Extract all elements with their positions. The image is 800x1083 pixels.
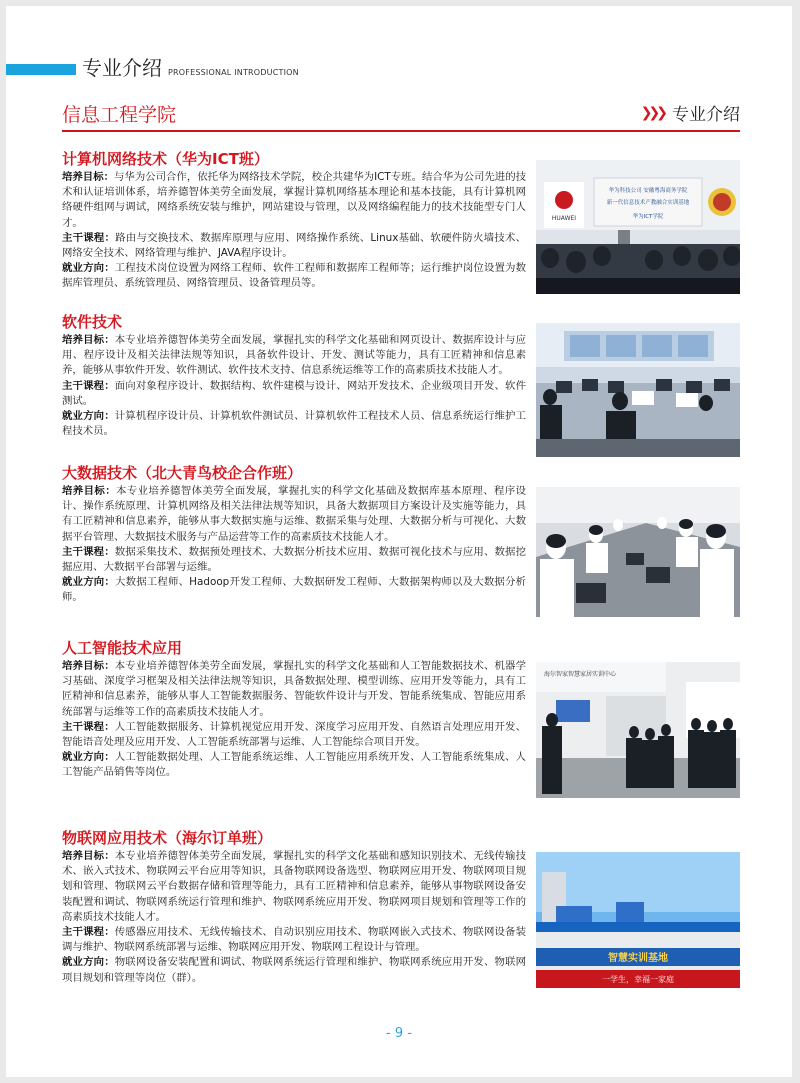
major-body	[62, 484, 526, 606]
top-title-cn: 专业介绍	[82, 56, 162, 80]
training-goal: 培养目标：本专业培养德智体美劳全面发展，掌握扎实的科学文化基础及数据库基本原理、程序设计、操作系统原理、计算机网络及相关法律法规等知识，具备大数据项目方案设计及实施等能力，具有工匠精神和信息素养，能够从事大数据实施与运维、数据采集与处理、大数据分析与可视化、大数据平台管理、大数据技术服务与产品运营等工作的高素质技术技能人才。	[62, 485, 527, 543]
svg-text:新一代信息技术产教融合实训基地: 新一代信息技术产教融合实训基地	[606, 200, 690, 206]
college-name: 信息工程学院	[62, 104, 177, 126]
header-right	[641, 100, 740, 125]
svg-text:HUAWEI: HUAWEI	[551, 215, 577, 222]
svg-text:华为ICT学院: 华为ICT学院	[632, 214, 664, 220]
training-goal: 培养目标：与华为公司合作，依托华为网络技术学院，校企共建华为ICT专班。结合华为公司先进的技术和认证培训体系，培养德智体美劳全面发展，掌握计算机网络基本理论和基本技能，具有计算机网络硬件组网与调试，网络系统安装与维护，网站建设与管理，以及网络编程能力的技术技能型专门人才。	[62, 171, 526, 229]
svg-text:一学生，幸福一家庭: 一学生，幸福一家庭	[602, 975, 674, 984]
core-courses: 主干课程：人工智能数据服务、计算机视觉应用开发、深度学习应用开发、自然语言处理应用开发、智能语音处理及应用开发、人工智能系统部署与运维、人工智能综合项目开发。	[62, 720, 527, 749]
core-courses: 主干课程：面向对象程序设计、数据结构、软件建模与设计、网站开发技术、企业级项目开发、软件测试。	[62, 379, 527, 407]
svg-text:华为科技公司 安徽粤海商务学院: 华为科技公司 安徽粤海商务学院	[608, 188, 688, 194]
training-goal: 培养目标：本专业培养德智体美劳全面发展，掌握扎实的科学文化基础和人工智能数据技术、机器学习基础、深度学习框架及相关法律法规等知识，具备数据处理、模型训练、应用开发等能力，具有工匠精神和信息素养，能够从事人工智能数据服务、智能软件设计与开发、智能系统集成、智能应用系统部署与运维等工作的高素质技术技能人才。	[62, 660, 527, 718]
top-title-en: PROFESSIONAL INTRODUCTION	[168, 68, 299, 77]
career-direction: 就业方向：物联网设备安装配置和调试、物联网系统运行管理和维护、物联网系统应用开发、物联网项目规划和管理等岗位（群）。	[62, 956, 527, 984]
header-right-label: 专业介绍	[672, 105, 740, 125]
photo-iot-base	[536, 852, 740, 988]
career-direction: 就业方向：人工智能数据处理、人工智能系统运维、人工智能应用系统开发、人工智能系统集成、人工智能产品销售等岗位。	[62, 751, 527, 779]
major-body	[62, 659, 526, 781]
major-body	[62, 170, 526, 292]
major-title: 物联网应用技术（海尔订单班）	[62, 829, 273, 847]
photo-ai-lab	[536, 662, 740, 798]
photo-software-lab	[536, 323, 740, 457]
major-title: 大数据技术（北大青鸟校企合作班）	[62, 464, 303, 482]
major-section-ai	[62, 638, 740, 781]
career-direction: 就业方向：计算机程序设计员、计算机软件测试员、计算机软件工程技术人员、信息系统运行维护工程技术员。	[62, 410, 527, 438]
svg-text:智慧实训基地: 智慧实训基地	[608, 953, 668, 964]
core-courses: 主干课程：路由与交换技术、数据库原理与应用、网络操作系统、Linux基础、软硬件防火墙技术、网络安全技术、网络管理与维护、JAVA程序设计。	[62, 231, 526, 260]
core-courses: 主干课程：数据采集技术、数据预处理技术、大数据分析技术应用、数据可视化技术与应用、数据挖掘应用、大数据平台部署与运维。	[62, 545, 527, 574]
core-courses: 主干课程：传感器应用技术、无线传输技术、自动识别应用技术、物联网嵌入式技术、物联网设备装调与维护、物联网系统部署与运维、物联网应用开发、物联网工程设计与管理。	[62, 926, 527, 954]
brochure-page	[6, 6, 792, 1077]
top-title	[82, 54, 299, 80]
photo-huawei-classroom	[536, 160, 740, 294]
career-direction: 就业方向：大数据工程师、Hadoop开发工程师、大数据研发工程师、大数据架构师以及大数据分析师。	[62, 576, 527, 604]
training-goal: 培养目标：本专业培养德智体美劳全面发展，掌握扎实的科学文化基础和感知识别技术、无线传输技术、嵌入式技术、物联网云平台应用等知识，具备物联网设备选型、物联网应用开发、物联网项目规划和管理、物联网云平台数据存储和管理等能力，具有工匠精神和信息素养，能够从事物联网设备安装配置和调试、物联网系统运行管理和维护、物联网系统应用开发、物联网项目规划和管理等工作的高素质技术技能人才。	[62, 850, 527, 923]
major-section-software	[62, 312, 740, 439]
photo-bigdata-lab	[536, 487, 740, 617]
major-body	[62, 849, 526, 986]
major-section-iot	[62, 828, 740, 986]
major-title: 软件技术	[62, 313, 123, 331]
major-title: 计算机网络技术（华为ICT班）	[62, 150, 269, 168]
training-goal: 培养目标：本专业培养德智体美劳全面发展，掌握扎实的科学文化基础和网页设计、数据库设计与应用、程序设计及相关法律法规等知识，具备软件设计、开发、测试等能力，具有工匠精神和信息素养，能够从事软件开发、软件测试、软件技术支持、信息系统运维等工作的高素质技术技能人才。	[62, 334, 527, 377]
major-section-bigdata	[62, 463, 740, 606]
page-number: - 9 -	[386, 1026, 412, 1041]
college-header	[62, 98, 740, 132]
major-body	[62, 333, 526, 439]
career-direction: 就业方向：工程技术岗位设置为网络工程师、软件工程师和数据库工程师等；运行维护岗位设置为数据库管理员、系统管理员、网络管理员、设备管理员等。	[62, 262, 527, 290]
chevrons-icon: ❯❯❯	[640, 104, 664, 121]
top-accent-band	[6, 64, 76, 75]
major-section-network	[62, 149, 740, 292]
major-title: 人工智能技术应用	[62, 639, 183, 657]
svg-text:海尔智家智慧家居实训中心: 海尔智家智慧家居实训中心	[544, 671, 617, 678]
